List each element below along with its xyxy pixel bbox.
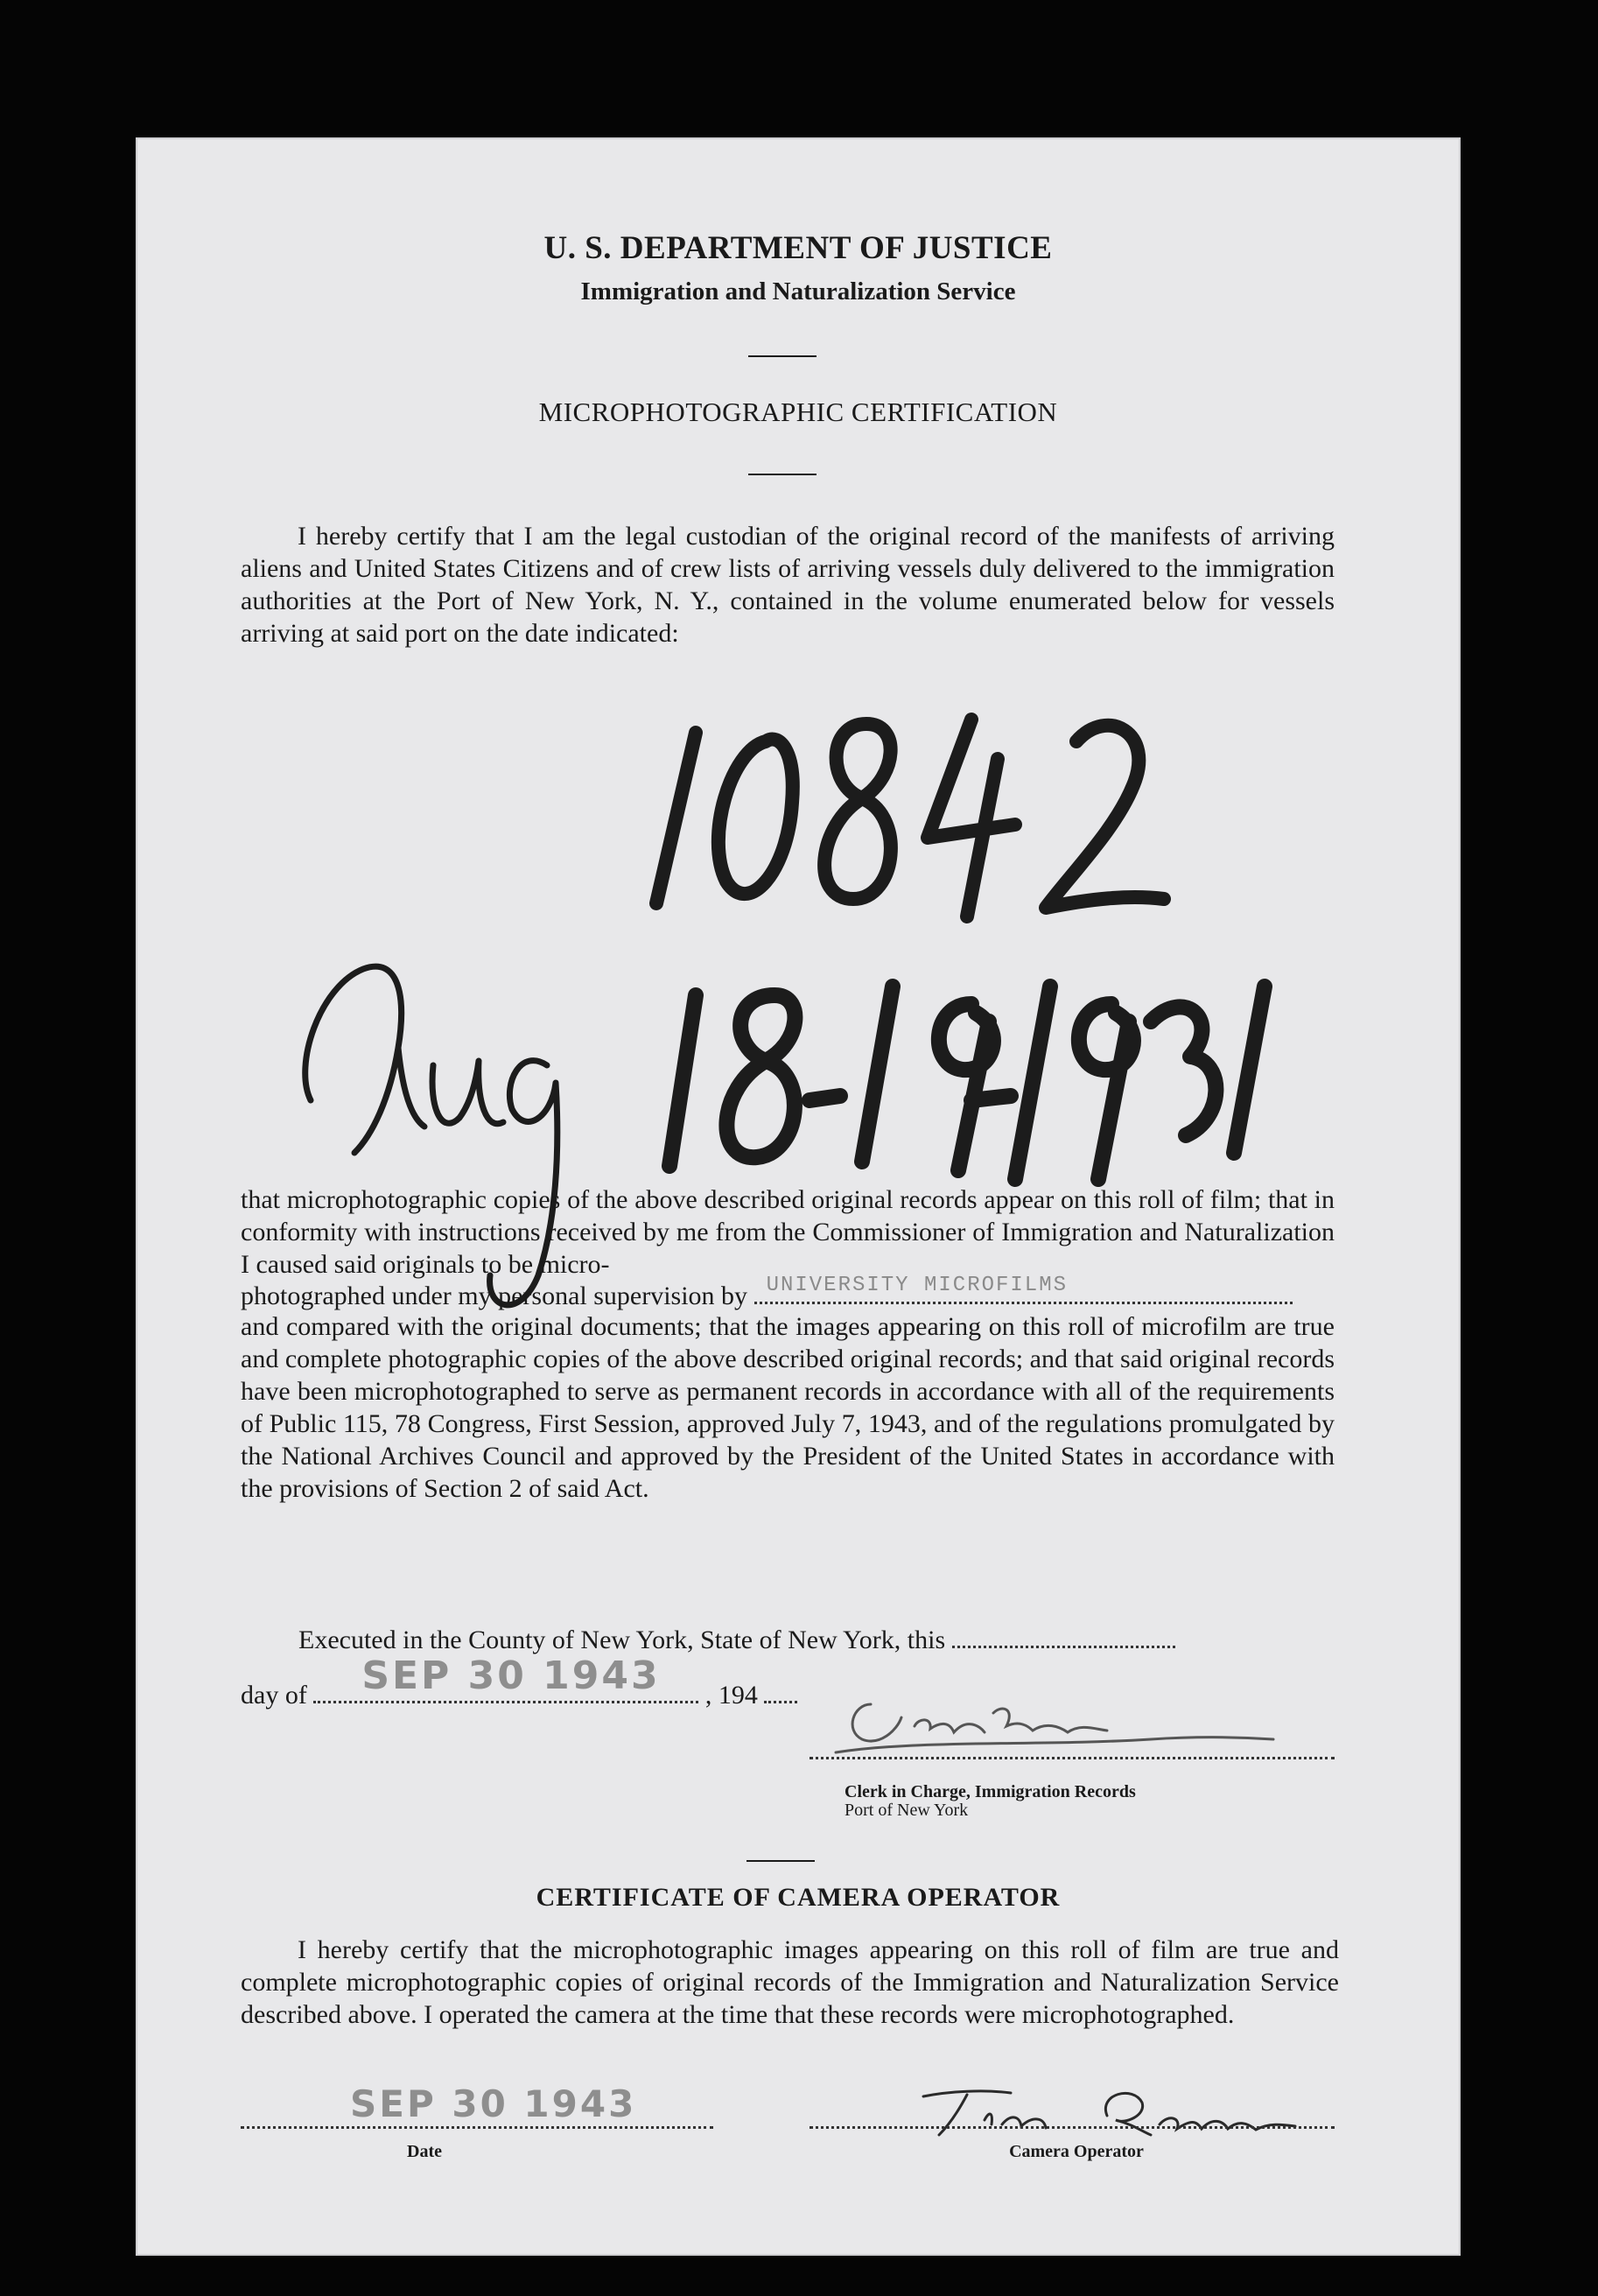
day-of-line xyxy=(241,1654,797,1710)
day-of-field xyxy=(313,1654,698,1703)
handwritten-year xyxy=(1015,987,1265,1179)
header-divider-bottom xyxy=(748,474,817,475)
execution-date-stamp: SEP 30 1943 xyxy=(361,1654,661,1698)
camera-operator-signature xyxy=(871,2081,1326,2142)
supervision-prefix: photographed under my personal supervision by xyxy=(241,1281,748,1310)
date-line xyxy=(241,2126,713,2129)
executed-text: Executed in the County of New York, State of New York, this xyxy=(298,1625,946,1654)
supervisor-field xyxy=(754,1274,1293,1304)
intro-text: I hereby certify that I am the legal custodian of the original record of the manifests of arriving aliens and United States Citizens and of crew lists of arriving vessels duly delivered to the immigration authorities at the Port of New York, N. Y., contained in the volume enumerated below for vessels arriving at said port on the date indicated: xyxy=(241,522,1335,648)
body-text-part1: that microphotographic copies of the above described original records appear on this roll of film; that in conformity with instructions received by me from the Commissioner of Immigration and Naturalization I caused said originals to be micro- xyxy=(241,1185,1335,1279)
service-heading: Immigration and Naturalization Service xyxy=(580,277,1016,305)
clerk-signature xyxy=(818,1678,1343,1766)
clerk-title xyxy=(845,1783,1136,1820)
body-paragraph-part2 xyxy=(241,1310,1335,1505)
body-paragraph-part1 xyxy=(241,1183,1335,1281)
executed-day-field xyxy=(952,1626,1175,1648)
camera-operator-label: Camera Operator xyxy=(1009,2142,1144,2161)
department-heading: U. S. DEPARTMENT OF JUSTICE xyxy=(543,230,1053,266)
camera-date-stamp: SEP 30 1943 xyxy=(350,2082,637,2125)
header-divider-top xyxy=(748,355,817,357)
certificate-page xyxy=(136,137,1461,2256)
year-prefix: , 194 xyxy=(704,1681,758,1710)
year-field xyxy=(764,1682,797,1703)
intro-paragraph xyxy=(241,520,1335,649)
section-divider xyxy=(746,1860,815,1862)
body-text-part2: and compared with the original documents; that the images appearing on this roll of microfilm are true and complete photographic copies of the above described original records; and that said original records have been microphotographed to serve as permanent records in accordance with all of the requirements of Public 115, 78 Congress, First Session, approved July 7, 1943, and of the regulations promulgated by the National Archives Council and approved by the President of the United States in accordance with the provisions of Section 2 of said Act. xyxy=(241,1312,1335,1503)
day-of-label: day of xyxy=(241,1681,307,1710)
supervisor-name: UNIVERSITY MICROFILMS xyxy=(766,1274,1069,1297)
handwritten-day-range xyxy=(669,987,1011,1170)
clerk-title-text: Clerk in Charge, Immigration Records xyxy=(845,1782,1136,1801)
camera-certificate-text: I hereby certify that the microphotographic images appearing on this roll of film are true and complete microphotographic copies of original records of the Immigration and Naturalization Service described above. I operated the camera at the time that these records were microphotographed. xyxy=(241,1935,1339,2029)
handwritten-volume-number xyxy=(656,720,1164,916)
executed-line xyxy=(298,1625,1175,1655)
camera-operator-signature-line xyxy=(810,2126,1335,2129)
camera-certificate-paragraph xyxy=(241,1934,1339,2031)
clerk-location: Port of New York xyxy=(845,1801,969,1820)
camera-certificate-title: CERTIFICATE OF CAMERA OPERATOR xyxy=(536,1883,1061,1912)
certification-title: MICROPHOTOGRAPHIC CERTIFICATION xyxy=(538,397,1058,427)
date-label: Date xyxy=(407,2142,442,2161)
supervision-line xyxy=(241,1274,1293,1311)
clerk-signature-line xyxy=(810,1757,1335,1759)
